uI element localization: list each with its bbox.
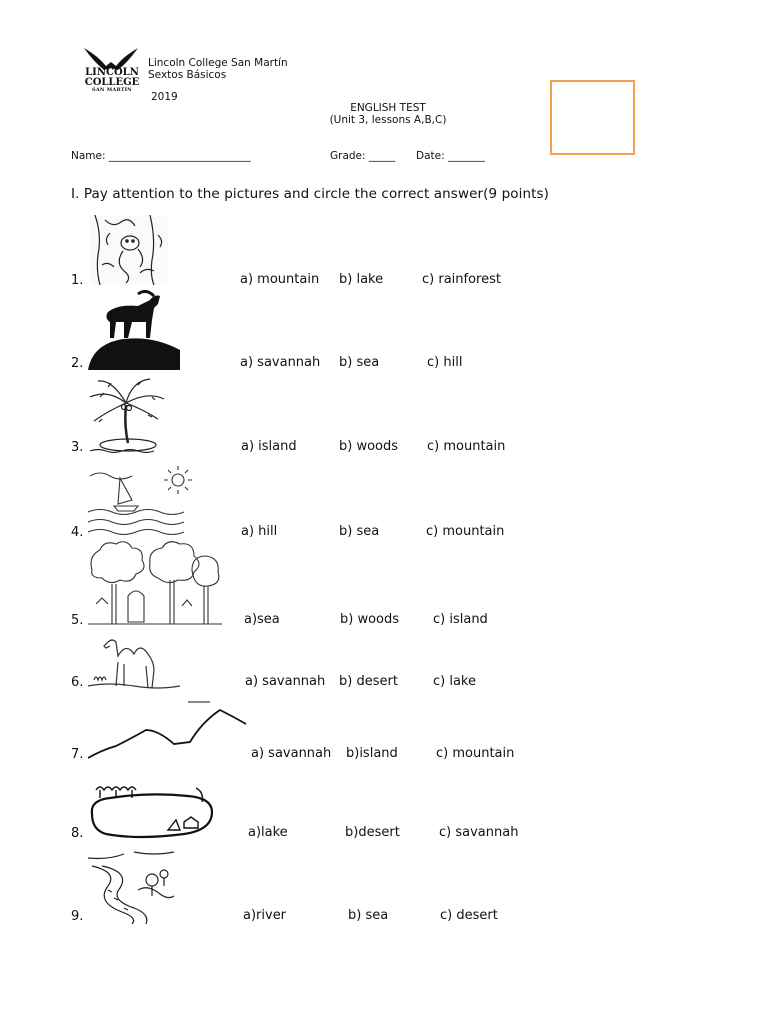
option-5b[interactable]: b) woods <box>340 612 400 627</box>
option-1c[interactable]: c) rainforest <box>422 272 501 287</box>
option-9a[interactable]: a)river <box>243 908 287 923</box>
logo-line-1: LINCOLN <box>85 67 139 78</box>
option-8a[interactable]: a)lake <box>248 825 288 840</box>
rainforest-picture <box>90 215 168 285</box>
option-3b[interactable]: b) woods <box>339 439 399 454</box>
question-number-2: 2. <box>71 356 84 371</box>
question-number-1: 1. <box>71 273 84 288</box>
option-6a[interactable]: a) savannah <box>245 674 326 689</box>
option-9c[interactable]: c) desert <box>440 908 498 923</box>
mountains-picture <box>88 700 248 760</box>
option-2a[interactable]: a) savannah <box>240 355 321 370</box>
option-6b[interactable]: b) desert <box>339 674 398 689</box>
question-number-3: 3. <box>71 440 84 455</box>
option-2b[interactable]: b) sea <box>339 355 380 370</box>
option-3c[interactable]: c) mountain <box>427 439 506 454</box>
grade-label: Grade: _____ <box>330 150 396 162</box>
question-number-7: 7. <box>71 747 84 762</box>
question-number-4: 4. <box>71 525 84 540</box>
option-3a[interactable]: a) island <box>241 439 297 454</box>
river-picture <box>88 850 174 924</box>
question-number-9: 9. <box>71 909 84 924</box>
course-name: Sextos Básicos <box>148 69 227 81</box>
option-2c[interactable]: c) hill <box>427 355 463 370</box>
option-1b[interactable]: b) lake <box>339 272 384 287</box>
option-7c[interactable]: c) mountain <box>436 746 515 761</box>
option-7b[interactable]: b)island <box>346 746 398 761</box>
date-label: Date: _______ <box>416 150 485 162</box>
logo-line-3: SAN MARTÍN <box>92 87 132 93</box>
goat-on-hill-picture <box>88 290 180 370</box>
school-name: Lincoln College San Martín <box>148 57 288 69</box>
test-subtitle: (Unit 3, lessons A,B,C) <box>329 114 447 126</box>
logo-line-2: COLLEGE <box>84 77 140 88</box>
score-box <box>550 80 635 155</box>
lake-picture <box>88 784 216 840</box>
question-number-5: 5. <box>71 613 84 628</box>
option-5a[interactable]: a)sea <box>244 612 280 627</box>
option-7a[interactable]: a) savannah <box>251 746 332 761</box>
option-4c[interactable]: c) mountain <box>426 524 505 539</box>
sailboat-sea-picture <box>88 466 194 538</box>
option-4a[interactable]: a) hill <box>241 524 278 539</box>
question-number-6: 6. <box>71 675 84 690</box>
option-5c[interactable]: c) island <box>433 612 488 627</box>
name-label: Name: ___________________________ <box>71 150 251 162</box>
option-8b[interactable]: b)desert <box>345 825 400 840</box>
question-number-8: 8. <box>71 826 84 841</box>
camel-desert-picture <box>88 632 180 690</box>
option-4b[interactable]: b) sea <box>339 524 380 539</box>
section-instruction: I. Pay attention to the pictures and circle the correct answer(9 points) <box>71 186 550 202</box>
option-8c[interactable]: c) savannah <box>439 825 519 840</box>
option-9b[interactable]: b) sea <box>348 908 389 923</box>
option-1a[interactable]: a) mountain <box>240 272 320 287</box>
test-title: ENGLISH TEST <box>350 102 426 114</box>
logo-text <box>80 68 144 93</box>
palm-island-picture <box>88 375 166 455</box>
woods-picture <box>88 540 222 628</box>
option-6c[interactable]: c) lake <box>433 674 476 689</box>
year: 2019 <box>151 91 178 103</box>
